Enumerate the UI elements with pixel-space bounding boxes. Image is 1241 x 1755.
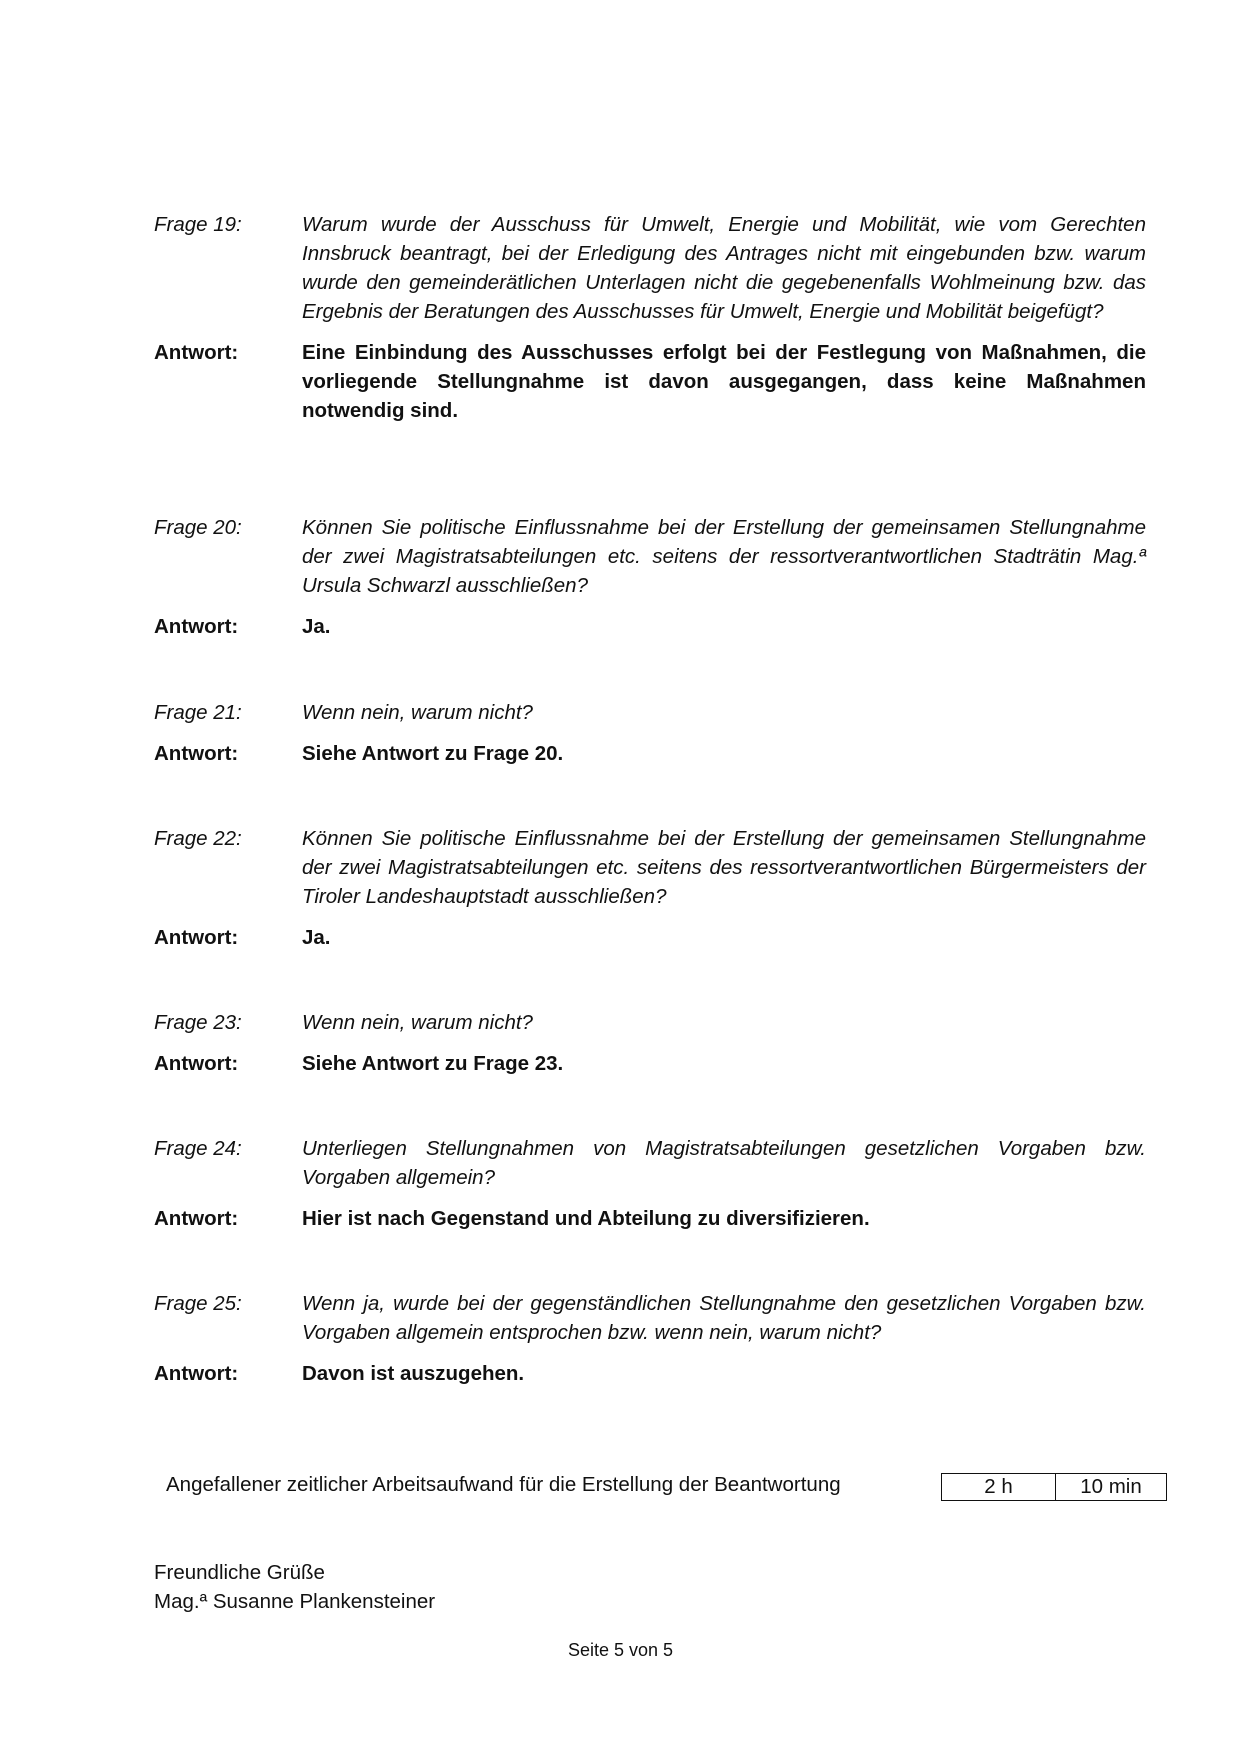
answer-text: Eine Einbindung des Ausschusses erfolgt bei der Festlegung von Maßnahmen, die vorliegende Stellungnahme ist davon ausgegangen, dass keine Maßnahmen notwendig sind.	[302, 341, 1146, 422]
answer-label: Antwort:	[154, 1362, 239, 1385]
question-label: Frage 25:	[154, 1292, 242, 1315]
qa-block	[154, 698, 1146, 768]
answer	[154, 612, 1146, 641]
effort-minutes: 10 min	[1080, 1475, 1142, 1498]
qa-block	[154, 1008, 1146, 1078]
question-label: Frage 23:	[154, 1011, 242, 1034]
answer	[154, 1204, 1146, 1233]
question-label: Frage 19:	[154, 213, 242, 236]
answer-label: Antwort:	[154, 1052, 239, 1075]
greeting: Freundliche Grüße	[154, 1561, 325, 1584]
question	[154, 1134, 1146, 1192]
question-text: Warum wurde der Ausschuss für Umwelt, Energie und Mobilität, wie vom Gerechten Innsbruck beantragt, bei der Erledigung des Antrages nicht mit eingebunden bzw. warum wurde den gemeinderätlichen Unterlagen nicht die gegebenenfalls Wohlmeinung bzw. das Ergebnis der Beratungen des Ausschusses für Umwelt, Energie und Mobilität beigefügt?	[302, 213, 1146, 323]
question-text: Unterliegen Stellungnahmen von Magistratsabteilungen gesetzlichen Vorgaben bzw. Vorgaben allgemein?	[302, 1137, 1146, 1189]
effort-label: Angefallener zeitlicher Arbeitsaufwand für die Erstellung der Beantwortung	[166, 1473, 841, 1496]
qa-block	[154, 513, 1146, 641]
qa-block	[154, 1134, 1146, 1233]
question	[154, 824, 1146, 911]
question-text: Wenn nein, warum nicht?	[302, 1011, 533, 1034]
signature-name: Mag.ª Susanne Plankensteiner	[154, 1590, 436, 1613]
answer	[154, 1359, 1146, 1388]
answer	[154, 923, 1146, 952]
question	[154, 513, 1146, 600]
question-label: Frage 21:	[154, 701, 242, 724]
answer-label: Antwort:	[154, 341, 239, 364]
qa-block	[154, 1289, 1146, 1388]
question-text: Können Sie politische Einflussnahme bei der Erstellung der gemeinsamen Stellungnahme der zwei Magistratsabteilungen etc. seitens des ressortverantwortlichen Bürgermeisters der Tiroler Landeshauptstadt ausschließen?	[302, 827, 1146, 908]
page-number: Seite 5 von 5	[567, 1640, 674, 1660]
answer-text: Siehe Antwort zu Frage 23.	[302, 1052, 564, 1075]
qa-block	[154, 824, 1146, 952]
answer	[154, 338, 1146, 425]
question-text: Können Sie politische Einflussnahme bei der Erstellung der gemeinsamen Stellungnahme der zwei Magistratsabteilungen etc. seitens der ressortverantwortlichen Stadträtin Mag.ª Ursula Schwarzl ausschließen?	[302, 516, 1146, 597]
answer-text: Siehe Antwort zu Frage 20.	[302, 742, 564, 765]
question-text: Wenn nein, warum nicht?	[302, 701, 533, 724]
question-label: Frage 20:	[154, 516, 242, 539]
question	[154, 698, 1146, 727]
effort-table	[941, 1473, 1167, 1501]
question	[154, 1289, 1146, 1347]
effort-hours: 2 h	[942, 1474, 1056, 1500]
qa-block	[154, 210, 1146, 425]
question-label: Frage 22:	[154, 827, 242, 850]
question	[154, 210, 1146, 326]
answer	[154, 739, 1146, 768]
question-text: Wenn ja, wurde bei der gegenständlichen Stellungnahme den gesetzlichen Vorgaben bzw. Vorgaben allgemein entsprochen bzw. wenn nein, warum nicht?	[302, 1292, 1146, 1344]
answer-text: Ja.	[302, 615, 331, 638]
answer-text: Hier ist nach Gegenstand und Abteilung zu diversifizieren.	[302, 1207, 870, 1230]
answer	[154, 1049, 1146, 1078]
answer-label: Antwort:	[154, 1207, 239, 1230]
closing	[154, 1558, 435, 1616]
answer-label: Antwort:	[154, 926, 239, 949]
question-label: Frage 24:	[154, 1137, 242, 1160]
question	[154, 1008, 1146, 1037]
answer-label: Antwort:	[154, 742, 239, 765]
answer-text: Davon ist auszugehen.	[302, 1362, 525, 1385]
answer-label: Antwort:	[154, 615, 239, 638]
answer-text: Ja.	[302, 926, 331, 949]
